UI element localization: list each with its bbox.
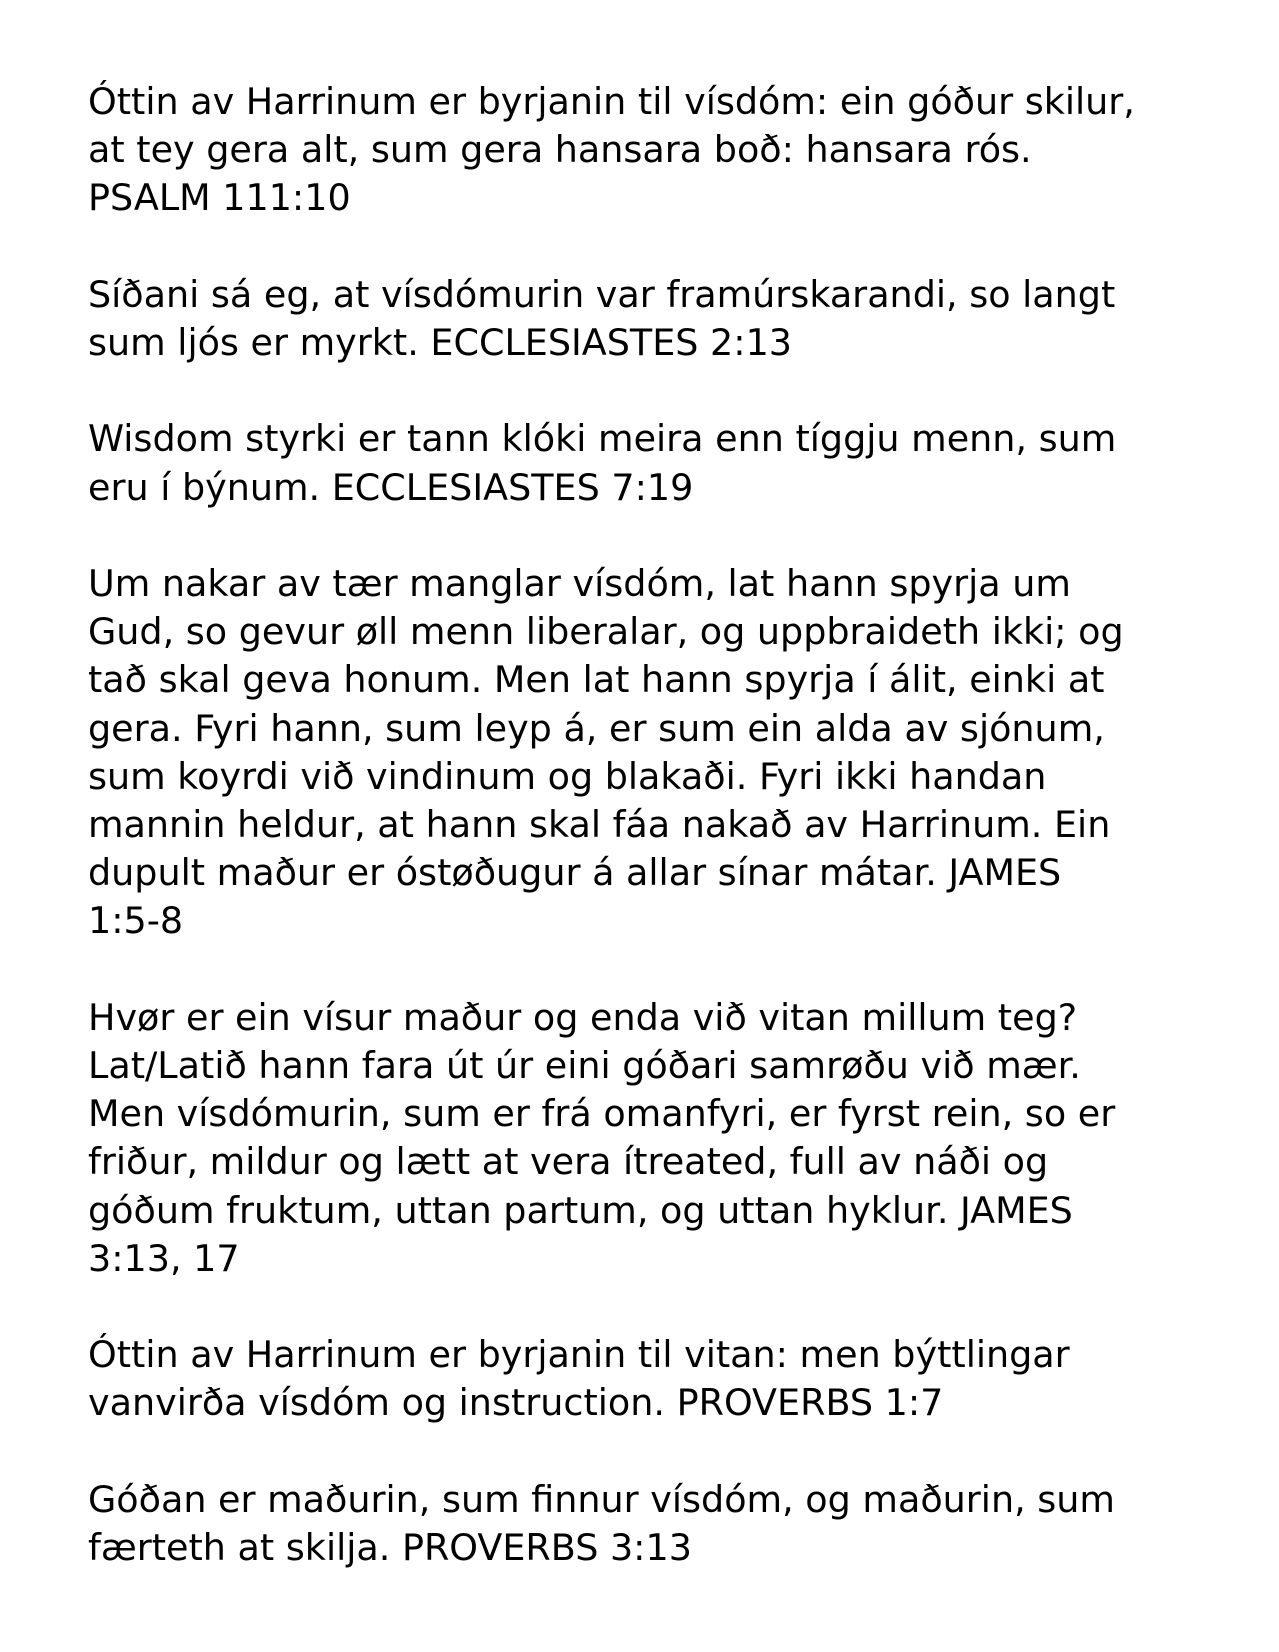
passage-line: dupult maður er óstøðugur á allar sínar mátar. JAMES <box>88 851 1062 895</box>
passage-line: færteth at skilja. PROVERBS 3:13 <box>88 1526 692 1569</box>
passage-line: Óttin av Harrinum er byrjanin til vísdóm: ein góður skilur, <box>88 80 1135 123</box>
passage-line: Hvør er ein vísur maður og enda við vitan millum teg? <box>88 995 1078 1039</box>
passage-james-1-5-8 <box>88 560 1248 946</box>
passage-line: tað skal geva honum. Men lat hann spyrja í álit, einki at <box>88 658 1105 702</box>
passage-line: 3:13, 17 <box>88 1236 240 1280</box>
passage-line: Síðani sá eg, at vísdómurin var framúrskarandi, so langt <box>88 272 1116 316</box>
passage-proverbs-1-7 <box>88 1331 1248 1427</box>
passage-james-3-13-17 <box>88 994 1248 1283</box>
passage-line: Óttin av Harrinum er byrjanin til vitan: men býttlingar <box>88 1333 1070 1377</box>
document-body <box>88 78 1248 1620</box>
passage-line: Lat/Latið hann fara út úr eini góðari samrøðu við mær. <box>88 1044 1081 1087</box>
passage-line: vanvirða vísdóm og instruction. PROVERBS 1:7 <box>88 1381 944 1425</box>
passage-line: at tey gera alt, sum gera hansara boð: hansara rós. <box>88 128 1032 172</box>
passage-psalm-111-10 <box>88 78 1248 223</box>
passage-line: Men vísdómurin, sum er frá omanfyri, er fyrst rein, so er <box>88 1092 1116 1136</box>
passage-line: friður, mildur og lætt at vera ítreated, full av náði og <box>88 1140 1049 1184</box>
passage-line: gera. Fyri hann, sum leyp á, er sum ein alda av sjónum, <box>88 706 1105 750</box>
passage-proverbs-3-13 <box>88 1476 1248 1572</box>
passage-line: sum koyrdi við vindinum og blakaði. Fyri ikki handan <box>88 754 1047 798</box>
passage-line: Góðan er maðurin, sum finnur vísdóm, og maðurin, sum <box>88 1477 1115 1521</box>
passage-ecclesiastes-2-13 <box>88 271 1248 367</box>
passage-line: eru í býnum. ECCLESIASTES 7:19 <box>88 465 694 509</box>
passage-ecclesiastes-7-19 <box>88 415 1248 511</box>
passage-line: Wisdom styrki er tann klóki meira enn tíggju menn, sum <box>88 417 1117 461</box>
passage-line: Gud, so gevur øll menn liberalar, og uppbraideth ikki; og <box>88 610 1124 654</box>
passage-line: mannin heldur, at hann skal fáa nakað av Harrinum. Ein <box>88 803 1111 846</box>
passage-line: sum ljós er myrkt. ECCLESIASTES 2:13 <box>88 321 793 364</box>
passage-line: góðum fruktum, uttan partum, og uttan hyklur. JAMES <box>88 1188 1073 1232</box>
passage-line: Um nakar av tær manglar vísdóm, lat hann spyrja um <box>88 561 1071 605</box>
passage-line: 1:5-8 <box>88 899 184 943</box>
passage-line: PSALM 111:10 <box>88 176 351 220</box>
